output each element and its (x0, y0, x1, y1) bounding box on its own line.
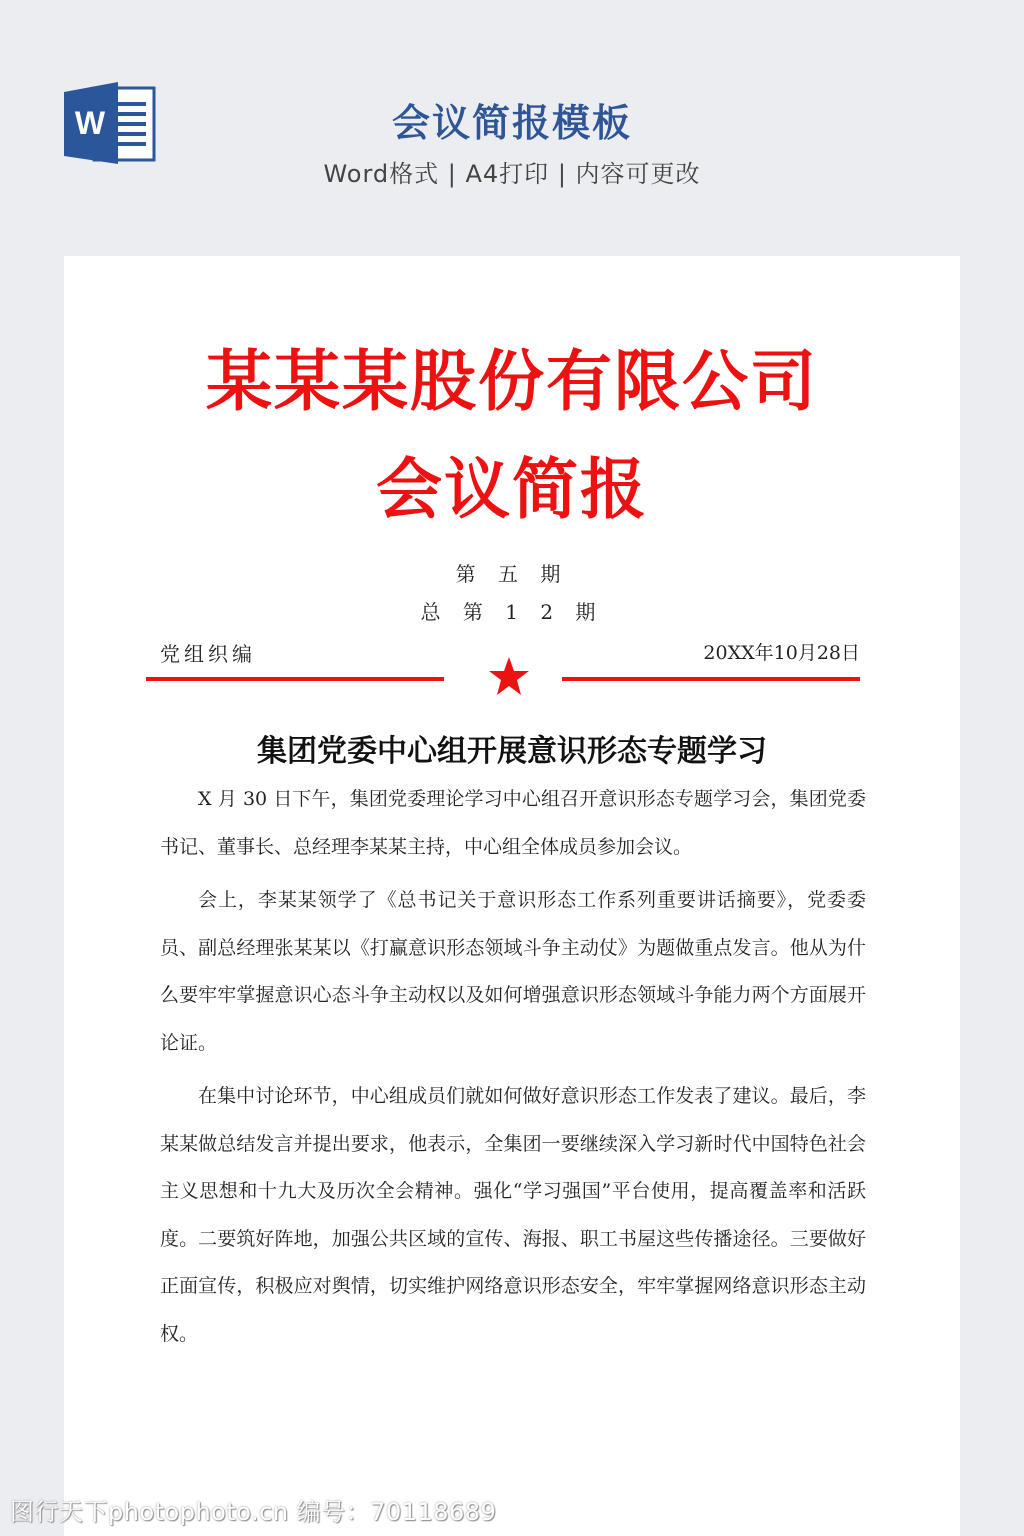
divider-left (146, 677, 444, 681)
company-name: 某某某股份有限公司 (206, 342, 818, 420)
paragraph: X 月 30 日下午，集团党委理论学习中心组召开意识形态专题学习会，集团党委书记、董事长、总经理李某某主持，中心组全体成员参加会议。 (160, 788, 866, 858)
paragraph: 在集中讨论环节，中心组成员们就如何做好意识形态工作发表了建议。最后，李某某做总结发言并提出要求，他表示，全集团一要继续深入学习新时代中国特色社会主义思想和十九大及历次全会精神。强化“学习强国”平台使用，提高覆盖率和活跃度。二要筑好阵地，加强公共区域的宣传、海报、职工书屋这些传播途径。三要做好正面宣传，积极应对舆情，切实维护网络意识形态安全，牢牢掌握网络意识形态主动权。 (160, 1085, 866, 1345)
total-issue-number: 总 第 1 2 期 (420, 600, 604, 624)
editor-label: 党组织编 (160, 642, 256, 666)
article-body (160, 776, 866, 1364)
document-page (64, 256, 960, 1536)
divider-right (562, 677, 860, 681)
issue-date: 20XX年10月28日 (703, 642, 860, 664)
paragraph: 会上，李某某领学了《总书记关于意识形态工作系列重要讲话摘要》，党委委员、副总经理张某某以《打赢意识形态领域斗争主动仗》为题做重点发言。他从为什么要牢牢掌握意识心态斗争主动权以及如何增强意识形态领域斗争能力两个方面展开论证。 (160, 889, 866, 1054)
red-star-icon (488, 656, 530, 696)
word-icon-letter: W (74, 105, 106, 141)
watermark: 图行天下photophoto.cn 编号：70118689 (10, 1498, 497, 1526)
issue-number: 第 五 期 (455, 562, 569, 586)
template-subtitle: Word格式 | A4打印 | 内容可更改 (323, 160, 701, 188)
report-title: 会议简报 (376, 450, 648, 528)
template-title: 会议简报模板 (391, 101, 632, 145)
article-title: 集团党委中心组开展意识形态专题学习 (257, 734, 767, 769)
